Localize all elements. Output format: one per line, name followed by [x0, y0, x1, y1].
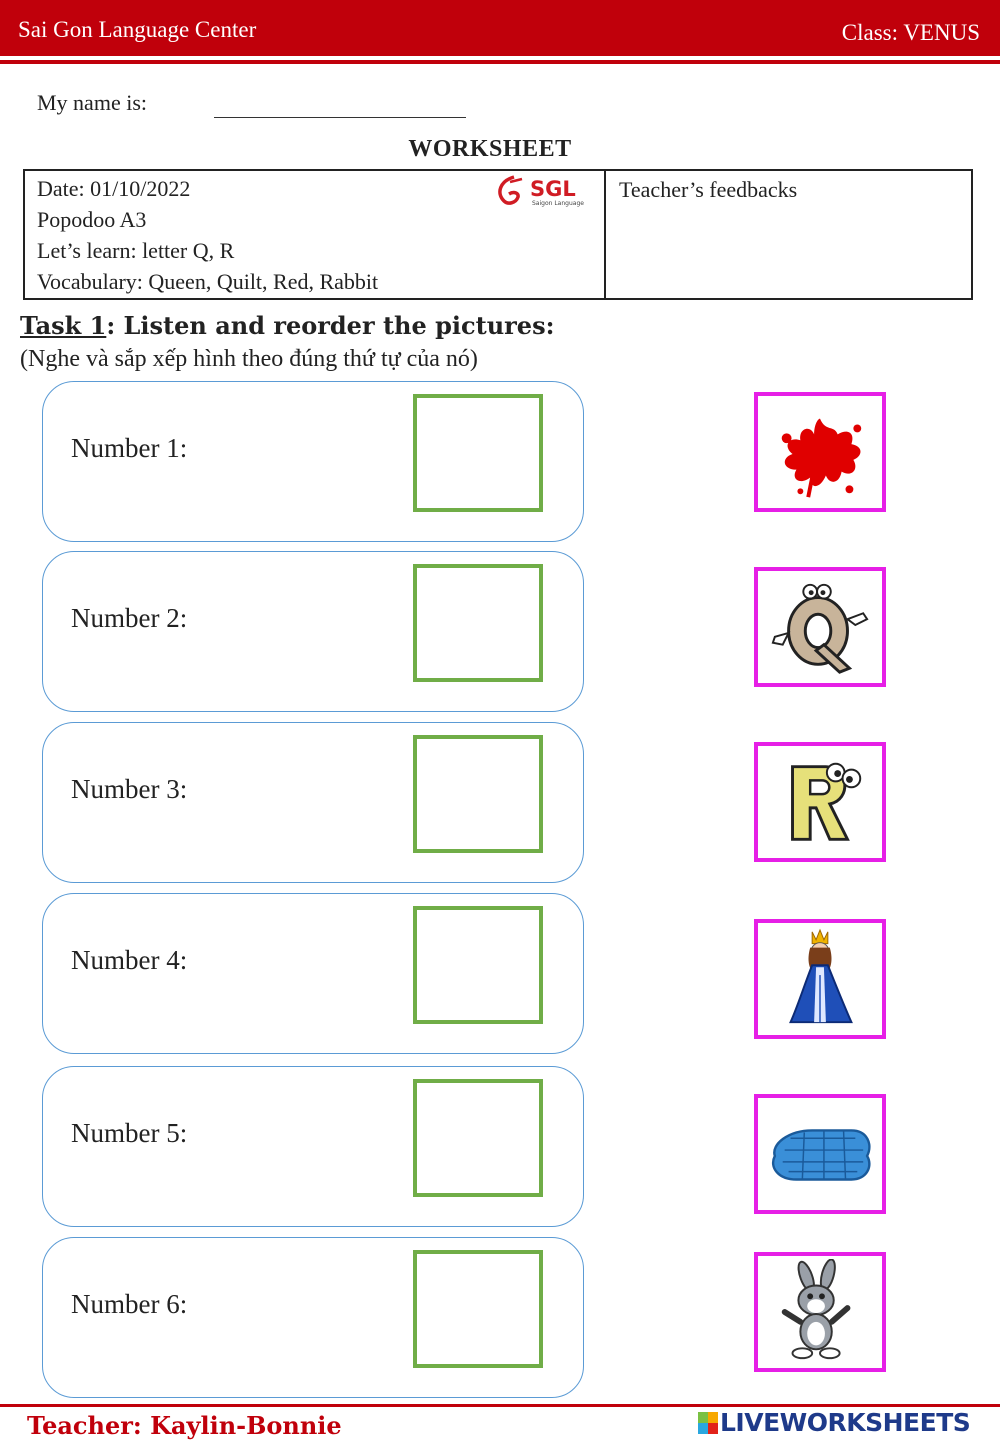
queen-picture[interactable]: [754, 919, 886, 1039]
red-splash-icon: [761, 399, 879, 505]
answer-row: [42, 722, 584, 883]
class-label: Class: VENUS: [841, 20, 980, 45]
answer-row: [42, 1237, 584, 1398]
row-label: Number 1:: [71, 433, 188, 463]
date-text: Date: 01/10/2022: [37, 176, 191, 201]
answer-drop-box[interactable]: [413, 394, 543, 512]
logo-subtext: Saigon Language: [532, 200, 584, 207]
row-label: Number 6:: [71, 1289, 188, 1319]
answer-drop-box[interactable]: [413, 564, 543, 682]
task-subtitle: (Nghe và sắp xếp hình theo đúng thứ tự của nó): [20, 346, 478, 372]
red-splash-picture[interactable]: [754, 392, 886, 512]
name-label: My name is:: [37, 90, 147, 115]
letter-r-icon: [761, 749, 879, 855]
sgl-logo-mark: [494, 173, 594, 211]
row-label: Number 5:: [71, 1118, 188, 1148]
liveworksheets-icon: [698, 1412, 718, 1434]
row-label: Number 2:: [71, 603, 188, 633]
answer-row: [42, 893, 584, 1054]
answer-drop-box[interactable]: [413, 1079, 543, 1197]
header-bar: [0, 0, 1000, 56]
sgl-logo: [494, 173, 594, 211]
logo-text: SGL: [530, 177, 576, 201]
footer-divider: [0, 1404, 1000, 1407]
liveworksheets-brand: [698, 1408, 970, 1437]
task-number: Task 1: [20, 311, 107, 340]
name-input-line[interactable]: [214, 117, 466, 118]
info-divider: [604, 169, 606, 300]
header-divider: [0, 60, 1000, 64]
rabbit-icon: [761, 1259, 879, 1365]
answer-drop-box[interactable]: [413, 906, 543, 1024]
book-text: Popodoo A3: [37, 207, 147, 232]
letter-q-picture[interactable]: [754, 567, 886, 687]
worksheet-title: WORKSHEET: [408, 136, 572, 162]
queen-icon: [761, 926, 879, 1032]
quilt-picture[interactable]: [754, 1094, 886, 1214]
quilt-icon: [761, 1101, 879, 1207]
letter-r-picture[interactable]: [754, 742, 886, 862]
row-label: Number 4:: [71, 945, 188, 975]
rabbit-picture[interactable]: [754, 1252, 886, 1372]
task-instruction: : Listen and reorder the pictures:: [106, 311, 555, 340]
answer-drop-box[interactable]: [413, 1250, 543, 1368]
row-label: Number 3:: [71, 774, 188, 804]
answer-drop-box[interactable]: [413, 735, 543, 853]
letter-q-icon: [761, 574, 879, 680]
teacher-name: Teacher: Kaylin-Bonnie: [27, 1411, 342, 1440]
lesson-text: Let’s learn: letter Q, R: [37, 238, 235, 263]
answer-row: [42, 551, 584, 712]
liveworksheets-text: LIVEWORKSHEETS: [720, 1408, 971, 1437]
answer-row: [42, 381, 584, 542]
task-title: [20, 311, 554, 340]
center-name: Sai Gon Language Center: [18, 17, 257, 42]
teacher-feedback-label: Teacher’s feedbacks: [619, 177, 798, 202]
answer-row: [42, 1066, 584, 1227]
vocabulary-text: Vocabulary: Queen, Quilt, Red, Rabbit: [37, 269, 379, 294]
